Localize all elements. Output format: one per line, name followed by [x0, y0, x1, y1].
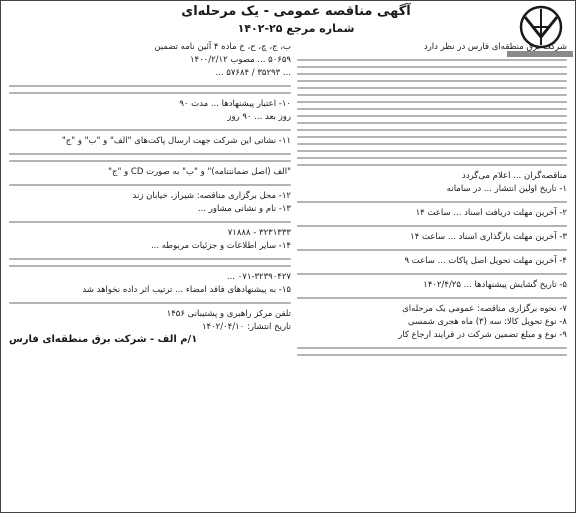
text-snippet: ۱۵- به پیشنهادهای فاقد امضاء ... ترتیب اثر داده نخواهد شد [82, 285, 291, 295]
text-line [297, 122, 567, 124]
right-text-column [297, 41, 567, 507]
text-snippet: ۵۰۶۵۹ ... مصوب ۱۴۰۰/۲/۱۲ [189, 55, 291, 65]
text-snippet: تلفن مرکز راهبری و پشتیبانی ۱۴۵۶ [166, 309, 291, 319]
text-snippet: ۹- نوع و مبلغ تضمین شرکت در فرایند ارجاع کار [398, 330, 567, 340]
text-snippet: ... ۳۵۲۹۳ / ۵۷۶۸۴ ... [215, 68, 291, 78]
text-line [297, 136, 567, 138]
text-snippet: ۱۳- نام و نشانی مشاور ... [197, 204, 291, 214]
text-line [297, 129, 567, 131]
text-line [297, 101, 567, 103]
text-snippet: ۳- آخرین مهلت بارگذاری اسناد ... ساعت ۱۴ [410, 232, 567, 242]
text-snippet: ۲- آخرین مهلت دریافت اسناد ... ساعت ۱۴ [415, 208, 567, 218]
text-line [9, 92, 291, 94]
text-snippet: ۱۴- سایر اطلاعات و جزئیات مربوطه ... [150, 241, 291, 251]
text-line [297, 73, 567, 75]
text-line [297, 157, 567, 159]
footer-signature: ۱/م الف - شرکت برق منطقه‌ای فارس [9, 334, 198, 345]
text-block [297, 41, 567, 166]
left-text-column [9, 41, 291, 507]
text-snippet: "الف (اصل ضمانتنامه)" و "ب" به صورت CD و "ج" [108, 167, 291, 177]
text-snippet: ۰۷۱-۳۲۳۹۰۴۲۷ ... [226, 272, 291, 282]
text-line [297, 80, 567, 82]
text-line [9, 184, 291, 186]
text-snippet: ۱۰- اعتبار پیشنهادها ... مدت ۹۰ [179, 99, 291, 109]
reference-number: شماره مرجع ۲۵-۱۴۰۲ [237, 22, 355, 35]
text-line [297, 59, 567, 61]
text-line [297, 347, 567, 349]
text-line [297, 66, 567, 68]
text-snippet: ۴- آخرین مهلت تحویل اصل پاکات ... ساعت ۹ [404, 256, 567, 266]
text-line [297, 150, 567, 152]
text-snippet: ۷- نحوه برگزاری مناقصه: عمومی یک مرحله‌ای [402, 304, 567, 314]
text-line [9, 129, 291, 131]
text-line [9, 160, 291, 162]
text-line [297, 164, 567, 166]
text-snippet: ۸- نوع تحویل کالا: سه (۳) ماه هجری شمسی [408, 317, 567, 327]
text-snippet: ۱- تاریخ اولین انتشار ... در سامانه [446, 184, 567, 194]
text-line [297, 108, 567, 110]
text-line [9, 221, 291, 223]
text-snippet: شرکت برق منطقه‌ای فارس در نظر دارد [423, 42, 567, 52]
text-line [9, 302, 291, 304]
text-line [9, 153, 291, 155]
text-line [297, 297, 567, 299]
text-line [297, 225, 567, 227]
text-snippet: ۱۲- محل برگزاری مناقصه: شیراز، خیابان زند [132, 191, 291, 201]
text-snippet: روز بعد ... ۹۰ روز [227, 112, 291, 122]
text-line [297, 115, 567, 117]
text-snippet: مناقصه‌گران ... اعلام می‌گردد [462, 171, 567, 181]
text-line [9, 258, 291, 260]
text-snippet: ۱۱- نشانی این شرکت جهت ارسال پاکت‌های "الف" و "ب" و "ج" [61, 136, 291, 146]
text-line [297, 201, 567, 203]
text-line [9, 265, 291, 267]
notice-title: آگهی مناقصه عمومی - یک مرحله‌ای [181, 4, 411, 19]
text-line [9, 85, 291, 87]
text-line [297, 249, 567, 251]
text-line [297, 354, 567, 356]
text-line [297, 143, 567, 145]
text-snippet: تاریخ انتشار: ۱۴۰۲/۰۴/۱۰ [201, 322, 291, 332]
text-snippet: ب، ج، چ، ح، خ ماده ۴ آئین نامه تضمین [154, 42, 291, 52]
text-line [297, 273, 567, 275]
text-line [297, 87, 567, 89]
text-snippet: ۵- تاریخ گشایش پیشنهادها ... ۱۴۰۲/۴/۲۵ [423, 280, 567, 290]
text-line [297, 94, 567, 96]
text-snippet: ۳۲۳۱۳۳۳ - ۷۱۸۸۸ [227, 228, 291, 238]
notice-header [1, 1, 576, 41]
